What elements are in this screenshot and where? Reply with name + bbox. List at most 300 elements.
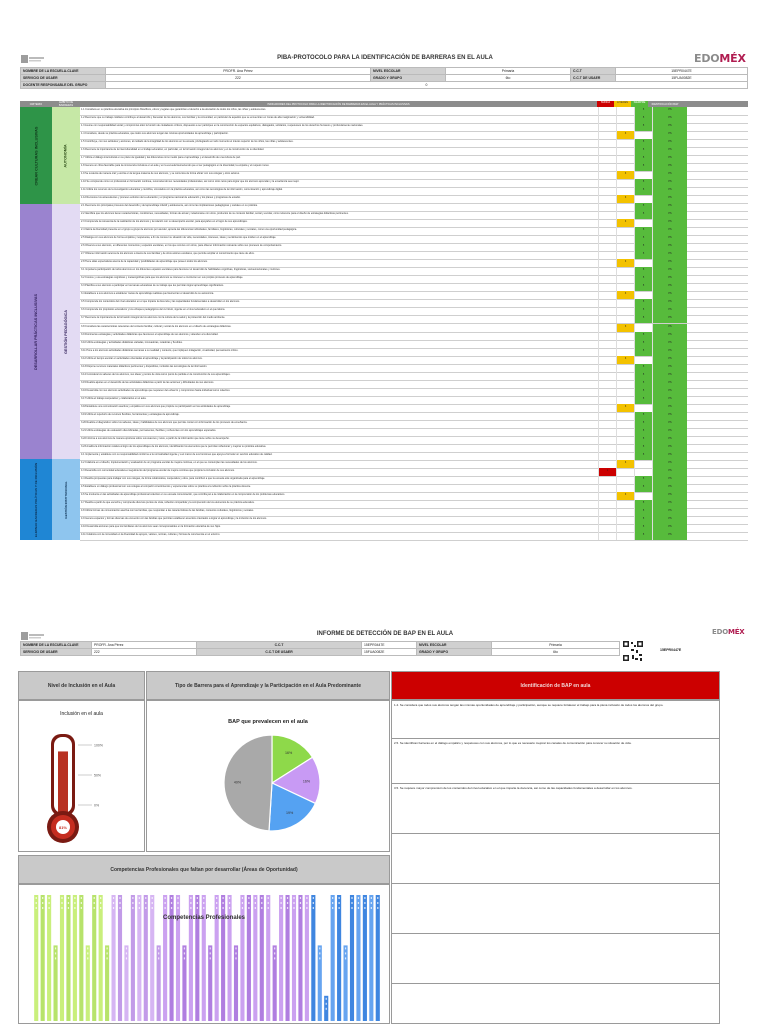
score-cell-yellow: 3	[616, 492, 634, 500]
score-cell-red	[598, 372, 616, 380]
score-cell-green: 5	[634, 452, 652, 460]
competencias-header: Competencias Profesionales que faltan por desarrollar (Áreas de Oportunidad)	[18, 855, 390, 884]
indicator-text: 3.20 Realiza el diagnóstico sobre los saberes, ideas y habilidades de sus alumnos que permite contar con información de los procesos de enseñanza.	[81, 420, 248, 424]
score-cell-yellow	[616, 163, 634, 171]
score-cell-green: 5	[634, 428, 652, 436]
competencia-bar-mark	[158, 952, 159, 954]
indicator-text: 2.5 Dialoga con sus alumnos de forma empática y respetuosa, a fin de conocer su situación de vida, necesidades, intereses, ideas y sentimientos que inciden en el aprendizaje.	[81, 236, 277, 240]
competencia-bar-mark	[94, 907, 95, 909]
bap-cell: PS	[652, 275, 687, 283]
competencia-bar	[260, 895, 264, 1021]
competencia-bar-mark	[171, 902, 172, 904]
grado-label: GRADO Y GRUPO	[371, 75, 446, 82]
competencia-bar	[363, 895, 367, 1021]
competencia-bar	[311, 895, 315, 1021]
competencia-bar-mark	[255, 902, 256, 904]
indicator-text: 4.1 Implementa y establece con su responsabilidad conforme a la normatividad vigente y a el marco de sus funciones que apoya a formular un servicio educativo de calidad.	[81, 452, 273, 456]
competencia-bar-mark	[171, 897, 172, 899]
competencia-bar-mark	[119, 907, 120, 909]
competencia-bar-mark	[42, 902, 43, 904]
score-cell-yellow	[616, 275, 634, 283]
score-cell-yellow: 3	[616, 195, 634, 203]
competencia-bar-mark	[313, 907, 314, 909]
competencia-bar-mark	[242, 897, 243, 899]
score-cell-red	[598, 420, 616, 428]
score-cell-yellow	[616, 396, 634, 404]
competencia-bar	[169, 895, 173, 1021]
competencia-bar-mark	[287, 897, 288, 899]
score-cell-yellow	[616, 115, 634, 123]
bap-cell: PS	[652, 203, 687, 211]
score-cell-green: 5	[634, 396, 652, 404]
competencia-bar	[234, 945, 238, 1021]
indicator-text: 3.3 Planifica a sus alumnos a participar en las tareas educativas de su trabajo que les permitan lograr aprendizajes significativos.	[81, 284, 224, 288]
section2-title: INFORME DE DETECCIÓN DE BAP EN EL AULA	[316, 631, 454, 637]
pie-slice-label: 16%	[302, 779, 311, 784]
bap-cell: PS	[652, 356, 687, 364]
indicator-text: 3.8 Considera las características relevantes del contexto familiar, cultural y social de los alumnos en el diseño de estrategias didácticas.	[81, 324, 232, 328]
score-cell-green: 5	[634, 532, 652, 540]
score-cell-yellow: 3	[616, 171, 634, 179]
score-cell-yellow: 3	[616, 460, 634, 468]
competencia-bar-mark	[177, 907, 178, 909]
competencia-bar-mark	[313, 897, 314, 899]
competencia-bar-mark	[222, 902, 223, 904]
indicator-text: 4.5 Establece un diálogo profesional con sus colegas al compartir conocimientos y experiencias sobre su práctica a la reflexión sobre la práctica docente.	[81, 484, 251, 488]
competencia-bar-mark	[248, 897, 249, 899]
thermo-title: Inclusión en el aula	[60, 711, 103, 717]
competencia-bar-mark	[94, 897, 95, 899]
competencia-bar-mark	[184, 957, 185, 959]
section2-info-table	[20, 641, 620, 656]
competencia-bar	[292, 895, 296, 1021]
competencia-bar-mark	[81, 897, 82, 899]
competencia-bar-mark	[364, 897, 365, 899]
competencia-bar	[318, 945, 322, 1021]
bap-cell: PS	[652, 524, 687, 532]
competencia-bar	[356, 895, 360, 1021]
score-cell-yellow	[616, 227, 634, 235]
score-cell-green	[634, 324, 652, 332]
score-cell-green: 5	[634, 436, 652, 444]
bap-item: 2.5. Se identifican barreras en el diálogo empático y respetuoso con sus alumnos, por lo que es necesario mejorar los canales de comunicación para conocer su situación de vida.	[392, 739, 719, 784]
competencia-bar-mark	[280, 897, 281, 899]
score-cell-green: 5	[634, 500, 652, 508]
score-cell-red	[598, 283, 616, 291]
score-cell-green: 5	[634, 155, 652, 163]
score-cell-red	[598, 404, 616, 412]
subcategory-gestion-institucional: GESTIÓN INSTITUCIONAL	[52, 459, 80, 540]
score-cell-yellow	[616, 307, 634, 315]
score-cell-green: 5	[634, 388, 652, 396]
score-cell-yellow	[616, 444, 634, 452]
qr-code-text: 15EPR0447E	[660, 648, 682, 652]
score-cell-yellow	[616, 315, 634, 323]
competencia-bar-mark	[55, 952, 56, 954]
score-cell-yellow	[616, 211, 634, 219]
score-cell-red	[598, 492, 616, 500]
bap-cell: PS	[652, 267, 687, 275]
score-cell-yellow	[616, 372, 634, 380]
score-cell-green: 5	[634, 275, 652, 283]
competencia-bar-mark	[326, 1008, 327, 1010]
bap-cell: PS	[652, 532, 687, 540]
competencia-bar-mark	[139, 907, 140, 909]
competencia-bar-mark	[87, 952, 88, 954]
bap-cell: PS	[652, 380, 687, 388]
competencia-bar-mark	[158, 957, 159, 959]
score-cell-red	[598, 356, 616, 364]
bap-cell: PS	[652, 364, 687, 372]
competencia-bar-mark	[210, 952, 211, 954]
bap-cell: PS	[652, 291, 687, 299]
score-cell-green: 5	[634, 267, 652, 275]
score-cell-green: 5	[634, 163, 652, 171]
competencia-bar-mark	[377, 902, 378, 904]
competencia-bar-mark	[61, 902, 62, 904]
competencia-bar-mark	[229, 897, 230, 899]
bap-cell: PS	[652, 388, 687, 396]
competencia-bar-mark	[300, 907, 301, 909]
bap-cell: PS	[652, 508, 687, 516]
competencia-bar-mark	[164, 902, 165, 904]
s2-cct-label: C.C.T	[197, 642, 362, 649]
competencia-bar	[157, 945, 161, 1021]
indicator-text: 1.7 Utiliza el diálogo intercultural en su plano de igualdad y las diferencias como medio para el aprendizaje y el desarrollo de una cultura de paz.	[81, 156, 241, 160]
score-cell-red	[598, 340, 616, 348]
competencia-bar	[86, 945, 90, 1021]
competencia-bar-mark	[351, 897, 352, 899]
competencia-bar	[343, 945, 347, 1021]
score-cell-yellow	[616, 524, 634, 532]
score-cell-yellow	[616, 251, 634, 259]
competencia-bar-mark	[126, 947, 127, 949]
score-cell-green	[634, 404, 652, 412]
competencia-bar	[215, 895, 219, 1021]
score-cell-green: 5	[634, 299, 652, 307]
score-cell-yellow	[616, 412, 634, 420]
score-cell-red	[598, 476, 616, 484]
bap-cell: PS	[652, 299, 687, 307]
competencia-bar-mark	[345, 957, 346, 959]
category-practicas: DESARROLLAR PRÁCTICAS INCLUSIVAS	[20, 204, 52, 459]
competencia-bar-mark	[338, 897, 339, 899]
score-cell-yellow	[616, 235, 634, 243]
score-cell-green: 5	[634, 107, 652, 115]
bap-cell: PS	[652, 235, 687, 243]
competencia-bar-mark	[332, 902, 333, 904]
competencia-bar-mark	[190, 902, 191, 904]
competencia-bar-mark	[293, 902, 294, 904]
score-cell-yellow	[616, 299, 634, 307]
competencia-bar-mark	[94, 902, 95, 904]
thermo-tick-label: 100%	[94, 743, 103, 748]
section1-logo	[20, 52, 46, 64]
cct-usaer-value: 15FUA0082E	[616, 75, 748, 82]
indicator-text: 1.11 Utiliza los recursos de la investigación educativa y científica, vinculados con la práctica educativa, así como las tecnologías de la información, comunicación y aprendizaje digital.	[81, 188, 283, 192]
competencia-bar-mark	[106, 947, 107, 949]
cct-label: C.C.T	[571, 68, 616, 75]
competencia-bar-mark	[261, 907, 262, 909]
grado-value: 6to	[446, 75, 571, 82]
bap-empty	[392, 834, 719, 884]
panel-tipo-header: Tipo de Barrera para el Aprendizaje y la Participación en el Aula Predominante	[146, 671, 390, 700]
indicator-text: 3.5 Comprende los contenidos del nivel educativo en el que imparte la docencia y las capacidades fundamentales a desarrollar en los alumnos.	[81, 300, 240, 304]
competencia-bar-mark	[274, 947, 275, 949]
competencia-bar-mark	[319, 957, 320, 959]
bap-cell: PS	[652, 227, 687, 235]
indicator-text: 2.4 Valora la diversidad presente en el grupo a grupo de alumnos por atender, aprecia las diferencias individuales, familiares, lingüísticas, culturales y sociales, como una oportunidad pedagógica.	[81, 228, 297, 232]
competencia-bar-mark	[184, 952, 185, 954]
competencia-bar-mark	[345, 947, 346, 949]
competencia-bar-mark	[113, 897, 114, 899]
score-cell-red	[598, 364, 616, 372]
pie-title: BAP que prevalecen en el aula	[228, 719, 308, 725]
competencia-bar-mark	[139, 897, 140, 899]
competencia-bar-mark	[261, 902, 262, 904]
bap-cell: PS	[652, 468, 687, 476]
indicator-text: 3.16 Desarrolla con sus alumnos actividades de aprendizaje que requieren del esfuerzo y compromiso hasta individual como colectivo.	[81, 388, 231, 392]
score-cell-green	[634, 492, 652, 500]
competencia-bar-mark	[36, 907, 37, 909]
competencia-bar-mark	[100, 902, 101, 904]
bap-cell: PS	[652, 492, 687, 500]
category-culturas: CREAR CULTURAS INCLUSIVAS	[20, 107, 52, 204]
bap-cell: PS	[652, 315, 687, 323]
competencia-bar-mark	[287, 907, 288, 909]
score-cell-yellow	[616, 187, 634, 195]
indicator-text: 3.7 Reconoce la importancia de la formación integral de los alumnos con la cultura de la salud y la protección del medio ambiente.	[81, 316, 226, 320]
score-cell-red	[598, 251, 616, 259]
score-cell-red	[598, 396, 616, 404]
thermo-tick-label: 50%	[94, 773, 102, 778]
bap-cell: PS	[652, 115, 687, 123]
bap-cell: PS	[652, 372, 687, 380]
competencia-bar-mark	[132, 907, 133, 909]
score-cell-green: 5	[634, 283, 652, 291]
competencia-bar-mark	[145, 907, 146, 909]
score-cell-red	[598, 324, 616, 332]
score-cell-green: 5	[634, 516, 652, 524]
s2-nivel-value: Primaria	[492, 642, 620, 649]
score-cell-red	[598, 115, 616, 123]
competencia-bar-mark	[152, 897, 153, 899]
bap-cell: PS	[652, 516, 687, 524]
score-cell-red	[598, 299, 616, 307]
competencia-bar-mark	[55, 957, 56, 959]
competencia-bar-mark	[87, 947, 88, 949]
score-cell-green: 5	[634, 243, 652, 251]
bap-cell: PS	[652, 436, 687, 444]
competencia-bar-mark	[242, 902, 243, 904]
competencia-bar-mark	[61, 907, 62, 909]
servicio-label: SERVICIO DE USAER	[21, 75, 106, 82]
cct-value: 15EPR0447E	[616, 68, 748, 75]
score-cell-red	[598, 332, 616, 340]
competencia-bar-mark	[248, 907, 249, 909]
competencia-bar-mark	[48, 907, 49, 909]
competencia-bar-mark	[293, 907, 294, 909]
pie-slice-label: 19%	[285, 811, 294, 816]
competencia-bar	[53, 945, 57, 1021]
score-cell-green: 5	[634, 123, 652, 131]
indicator-text: 3.18 Establece una comunicación asertiva y empática con sus alumnos que propicie su participación en las actividades de aprendizaje.	[81, 404, 231, 408]
competencia-bar-mark	[190, 907, 191, 909]
s2-cct-usaer-value: 15FUA0082E	[362, 649, 417, 656]
competencia-bar-mark	[61, 897, 62, 899]
score-cell-yellow	[616, 332, 634, 340]
competencia-bar-mark	[48, 897, 49, 899]
competencia-bar	[73, 895, 77, 1021]
competencia-bar-mark	[306, 897, 307, 899]
score-cell-green: 5	[634, 227, 652, 235]
panel-tipo	[146, 700, 390, 852]
score-cell-yellow: 3	[616, 356, 634, 364]
bap-cell: PS	[652, 163, 687, 171]
competencia-bar	[227, 895, 231, 1021]
competencia-bar	[305, 895, 309, 1021]
competencia-bar-mark	[216, 907, 217, 909]
competencia-bar-mark	[306, 902, 307, 904]
grid-header-criterio: CRITERIO	[29, 102, 43, 106]
competencias-panel	[18, 884, 390, 1024]
competencia-bar-mark	[364, 902, 365, 904]
competencia-bar	[369, 895, 373, 1021]
competencia-bar	[131, 895, 135, 1021]
competencia-bar-mark	[177, 897, 178, 899]
bap-cell: PS	[652, 211, 687, 219]
competencia-bar	[350, 895, 354, 1021]
competencia-bar-mark	[242, 907, 243, 909]
competencia-bar-mark	[74, 902, 75, 904]
state-seal-icon	[20, 53, 46, 65]
pie-slice	[224, 735, 272, 831]
score-cell-red	[598, 460, 616, 468]
competencia-bar-mark	[184, 947, 185, 949]
competencia-bar-mark	[74, 897, 75, 899]
score-cell-green: 5	[634, 147, 652, 155]
bap-cell: PS	[652, 259, 687, 267]
competencia-bar-mark	[145, 902, 146, 904]
competencia-bar-mark	[158, 947, 159, 949]
thermo-tick-label: 0%	[94, 803, 100, 808]
competencia-bar-mark	[68, 902, 69, 904]
competencia-bar-mark	[371, 907, 372, 909]
s2-cct-value: 15EPR0447E	[362, 642, 417, 649]
competencia-bar-mark	[358, 907, 359, 909]
indicator-text: 1.12 Reconoce los antecedentes y proceso evolutivo de la educación y el programa nacional de educación y los planes y programas de estudio.	[81, 196, 241, 200]
score-cell-yellow	[616, 123, 634, 131]
score-cell-red	[598, 259, 616, 267]
score-cell-yellow: 3	[616, 324, 634, 332]
score-cell-yellow	[616, 420, 634, 428]
competencia-bar-mark	[293, 897, 294, 899]
score-cell-red	[598, 452, 616, 460]
competencia-bar-mark	[126, 957, 127, 959]
score-cell-yellow	[616, 155, 634, 163]
score-cell-red	[598, 444, 616, 452]
competencia-bar-mark	[358, 902, 359, 904]
s2-cct-usaer-label: C.C.T DE USAER	[197, 649, 362, 656]
bap-cell: PS	[652, 444, 687, 452]
competencia-bar-mark	[87, 957, 88, 959]
score-cell-red	[598, 131, 616, 139]
score-cell-red	[598, 179, 616, 187]
competencia-bar	[337, 895, 341, 1021]
nivel-label: NIVEL ESCOLAR	[371, 68, 446, 75]
s2-grado-value: 6to	[492, 649, 620, 656]
competencia-bar-mark	[235, 947, 236, 949]
score-cell-red	[598, 123, 616, 131]
thermo-value-label: 81%	[58, 825, 68, 830]
indicator-text: 3.6 Comprende los propósitos educativos y los enfoques pedagógicos del currículo, vigente en el nivel educativo en el que labora.	[81, 308, 226, 312]
competencia-bar-mark	[364, 907, 365, 909]
score-cell-red	[598, 500, 616, 508]
competencia-bar	[195, 895, 199, 1021]
s2-grado-label: GRADO Y GRUPO	[417, 649, 492, 656]
competencia-bar	[202, 895, 206, 1021]
score-cell-yellow	[616, 243, 634, 251]
score-cell-red	[598, 195, 616, 203]
score-cell-green: 5	[634, 315, 652, 323]
panel-inclusion-header: Nivel de Inclusión en el Aula	[18, 671, 145, 700]
indicator-text: 4.7 Realiza a partir de que escucha y comprende diversos puntos de vista, reflexión compartida y la comprensión de los elementos de su práctica educativa.	[81, 500, 255, 504]
score-cell-green: 5	[634, 348, 652, 356]
score-cell-green: 5	[634, 444, 652, 452]
score-cell-green: 5	[634, 412, 652, 420]
pie-chart	[147, 701, 389, 851]
competencia-bar-mark	[36, 897, 37, 899]
competencia-bar	[176, 895, 180, 1021]
competencia-bar-mark	[216, 897, 217, 899]
score-cell-green: 5	[634, 524, 652, 532]
bap-cell: PS	[652, 123, 687, 131]
bap-cell: PS	[652, 131, 687, 139]
competencia-bar-mark	[132, 902, 133, 904]
s2-nivel-label: NIVEL ESCOLAR	[417, 642, 492, 649]
indicator-text: 3.12 Utiliza el tiempo escolar en actividades orientadas al aprendizaje y la participación de todos los alumnos.	[81, 356, 203, 360]
score-cell-red	[598, 315, 616, 323]
score-cell-yellow: 3	[616, 291, 634, 299]
score-cell-red	[598, 107, 616, 115]
competencia-bar-mark	[171, 907, 172, 909]
nivel-value: Primaria	[446, 68, 571, 75]
qr-code-icon	[622, 640, 644, 662]
bap-cell: PS	[652, 219, 687, 227]
score-cell-green	[634, 195, 652, 203]
score-cell-red	[598, 203, 616, 211]
bap-cell: PS	[652, 283, 687, 291]
competencia-bar	[124, 945, 128, 1021]
bap-cell: PS	[652, 476, 687, 484]
competencia-bar-mark	[332, 897, 333, 899]
score-cell-red	[598, 307, 616, 315]
competencia-bar-mark	[74, 907, 75, 909]
category-barreras: ELIMINAR BARRERAS POLÍTICAS Y DE INCLUSIÓN	[20, 459, 52, 540]
subcategory-gestion-pedagogica: GESTIÓN PEDAGÓGICA	[52, 204, 80, 459]
score-cell-yellow	[616, 267, 634, 275]
indicator-text: 1.9 Se sustenta de manera oral y escrita en la lengua materna de sus alumnos, y se comunica de forma eficaz con sus colegas y otros actores.	[81, 172, 240, 176]
competencia-bar	[92, 895, 96, 1021]
competencia-bar	[182, 945, 186, 1021]
score-cell-red	[598, 147, 616, 155]
score-cell-green: 5	[634, 476, 652, 484]
competencia-bar-mark	[42, 907, 43, 909]
score-cell-red	[598, 388, 616, 396]
competencia-bar-mark	[319, 947, 320, 949]
competencia-bar	[47, 895, 51, 1021]
competencia-bar-mark	[326, 998, 327, 1000]
